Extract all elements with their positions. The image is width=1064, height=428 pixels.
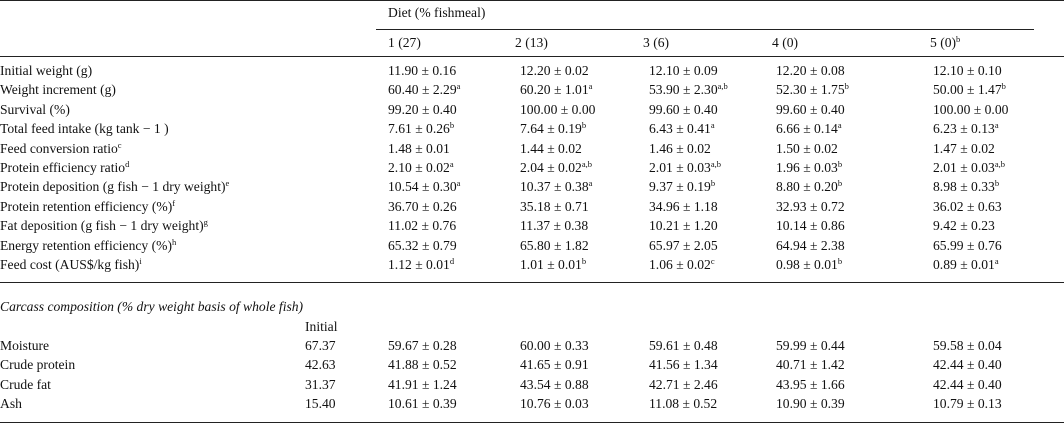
diet-column-header-text: 3 (6) — [643, 35, 670, 50]
table-cell-text: 1.48 ± 0.01 — [388, 140, 450, 156]
row-label-text: Protein efficiency ratio — [0, 160, 126, 175]
table-cell-text: 65.32 ± 0.79 — [388, 237, 457, 253]
table-cell — [388, 101, 457, 119]
table-cell-text: 59.99 ± 0.44 — [776, 338, 845, 353]
table-cell-text: 41.56 ± 1.34 — [649, 357, 718, 373]
table-cell — [649, 120, 715, 138]
table-cell-text: 59.67 ± 0.28 — [388, 338, 457, 353]
table-cell-superscript: b — [837, 159, 843, 169]
table-cell-text: 0.98 ± 0.01 — [776, 257, 838, 272]
table-cell-text: 65.80 ± 1.82 — [520, 237, 589, 253]
row-label — [0, 237, 176, 255]
table-cell-text: 64.94 ± 2.38 — [776, 237, 845, 253]
carcass-row-label-text: Crude protein — [0, 357, 76, 373]
table-cell-text: 10.37 ± 0.38 — [520, 179, 589, 195]
table-cell — [933, 62, 1002, 80]
table-cell — [388, 217, 456, 235]
table-cell — [520, 159, 592, 177]
table-cell-text: 65.99 ± 0.76 — [933, 237, 1002, 253]
carcass-initial-value-text: 15.40 — [305, 396, 336, 412]
row-label — [0, 159, 129, 177]
table-cell-text: 9.37 ± 0.19 — [649, 179, 711, 195]
row-label-superscript: f — [172, 197, 176, 208]
table-cell — [776, 81, 849, 99]
table-cell-superscript: b — [449, 120, 455, 131]
row-label — [0, 101, 70, 119]
table-cell-text: 12.20 ± 0.02 — [520, 63, 589, 78]
row-label-superscript: i — [139, 256, 142, 266]
row-label-text: Protein retention efficiency (%) — [0, 198, 173, 214]
table-cell-text: 10.21 ± 1.20 — [649, 218, 718, 234]
row-label — [0, 120, 169, 138]
table-cell-text: 42.44 ± 0.40 — [933, 376, 1002, 392]
table-cell — [776, 159, 842, 177]
table-cell — [388, 178, 460, 196]
row-label — [0, 140, 122, 158]
table-cell — [520, 356, 589, 374]
row-label-superscript: d — [125, 159, 130, 169]
table-cell — [649, 178, 715, 196]
table-cell-text: 2.01 ± 0.03 — [933, 160, 995, 175]
carcass-initial-value-text: 67.37 — [305, 338, 336, 353]
diet-column-header-text: 4 (0) — [772, 35, 799, 50]
row-label-text: Protein deposition (g fish − 1 dry weight) — [0, 179, 226, 195]
table-cell-text: 99.60 ± 0.40 — [776, 101, 845, 117]
table-cell-text: 8.80 ± 0.20 — [776, 179, 838, 195]
row-label — [0, 256, 142, 274]
table-cell — [388, 140, 450, 158]
table-cell — [933, 395, 1002, 413]
table-cell — [649, 62, 718, 80]
row-label — [0, 81, 116, 99]
table-cell — [776, 337, 845, 355]
diet-column-header — [515, 34, 548, 52]
table-cell — [649, 256, 715, 274]
table-cell — [933, 256, 999, 274]
row-label-text: Feed cost (AUS$/kg fish) — [0, 257, 140, 272]
table-cell — [388, 159, 454, 177]
carcass-initial-value — [305, 376, 336, 394]
table-cell-superscript: b — [837, 256, 843, 266]
table-cell — [388, 337, 457, 355]
table-cell — [388, 120, 454, 138]
table-cell-text: 12.10 ± 0.09 — [649, 63, 718, 78]
table-cell — [776, 101, 845, 119]
row-label-superscript: h — [172, 236, 177, 247]
table-cell-superscript: b — [844, 81, 849, 92]
table-cell-superscript: a — [710, 120, 715, 131]
table-cell-text: 10.90 ± 0.39 — [776, 396, 845, 412]
table-cell — [933, 178, 999, 196]
table-cell — [520, 337, 589, 355]
table-cell — [388, 395, 457, 413]
table-cell-text: 60.20 ± 1.01 — [520, 82, 589, 98]
table-cell-text: 53.90 ± 2.30 — [649, 82, 718, 98]
carcass-row-label-text: Ash — [0, 396, 22, 412]
table-cell — [649, 198, 718, 216]
table-cell-text: 43.95 ± 1.66 — [776, 376, 845, 392]
table-cell — [776, 356, 845, 374]
initial-column-header: Initial — [305, 319, 338, 334]
table-cell-text: 41.65 ± 0.91 — [520, 357, 589, 373]
table-cell — [776, 198, 845, 216]
table-cell-superscript: b — [1001, 81, 1006, 92]
table-cell-superscript: a,b — [717, 81, 728, 92]
table-cell-text: 6.66 ± 0.14 — [776, 121, 838, 137]
diet-group-header: Diet (% fishmeal) — [388, 5, 486, 20]
table-cell — [776, 140, 838, 158]
table-cell-text: 1.96 ± 0.03 — [776, 160, 838, 175]
table-cell — [520, 237, 589, 255]
row-label-text: Energy retention efficiency (%) — [0, 237, 172, 253]
table-cell — [933, 159, 1005, 177]
table-cell — [933, 140, 995, 158]
diet-column-header — [643, 34, 669, 52]
table-cell-text: 10.14 ± 0.86 — [776, 218, 845, 234]
table-cell-text: 2.01 ± 0.03 — [649, 160, 711, 175]
table-cell-text: 1.12 ± 0.01 — [388, 257, 450, 272]
row-label-text: Initial weight (g) — [0, 63, 93, 78]
diet-column-header-text: 2 (13) — [515, 35, 548, 50]
table-cell — [520, 140, 582, 158]
table-cell — [520, 120, 586, 138]
table-cell — [388, 376, 457, 394]
table-cell-text: 65.97 ± 2.05 — [649, 237, 718, 253]
table-cell — [388, 256, 454, 274]
table-cell — [520, 376, 589, 394]
table-cell-superscript: a — [456, 81, 461, 92]
carcass-initial-value — [305, 395, 336, 413]
table-cell-superscript: a — [837, 120, 842, 131]
carcass-row-label-text: Crude fat — [0, 376, 51, 392]
row-label-text: Feed conversion ratio — [0, 140, 118, 156]
table-cell — [520, 101, 595, 119]
table-cell — [933, 120, 999, 138]
carcass-row-label-text: Moisture — [0, 338, 50, 353]
row-label-superscript: g — [203, 217, 208, 228]
carcass-initial-value-text: 31.37 — [305, 376, 336, 392]
table-cell-superscript: b — [581, 256, 587, 266]
table-cell — [649, 217, 718, 235]
carcass-row-label — [0, 356, 75, 374]
table-cell-text: 1.06 ± 0.02 — [649, 257, 711, 272]
diet-column-header-superscript: b — [956, 34, 961, 44]
table-cell-text: 42.71 ± 2.46 — [649, 376, 718, 392]
table-cell — [649, 337, 718, 355]
table-cell-text: 2.10 ± 0.02 — [388, 160, 450, 175]
table-cell-text: 41.88 ± 0.52 — [388, 357, 457, 373]
table-cell-text: 7.64 ± 0.19 — [520, 121, 582, 137]
table-cell-superscript: b — [581, 120, 587, 131]
table-cell-text: 6.43 ± 0.41 — [649, 121, 711, 137]
table-cell — [520, 178, 592, 196]
table-cell — [520, 198, 589, 216]
carcass-initial-value-text: 42.63 — [305, 357, 336, 373]
table-bottom-rule — [0, 422, 1064, 423]
diet-column-header — [772, 34, 798, 52]
diet-column-header-text: 5 (0) — [930, 35, 957, 50]
row-label — [0, 198, 175, 216]
table-cell-text: 99.20 ± 0.40 — [388, 101, 457, 117]
table-cell — [520, 256, 586, 274]
table-cell-text: 35.18 ± 0.71 — [520, 198, 589, 214]
table-cell-superscript: a,b — [994, 159, 1005, 169]
table-cell-superscript: a — [456, 178, 461, 189]
table-cell — [649, 376, 718, 394]
table-cell-superscript: a — [994, 120, 999, 131]
carcass-row-label — [0, 376, 51, 394]
diet-column-header — [930, 34, 960, 52]
table-cell-text: 11.08 ± 0.52 — [649, 396, 718, 412]
table-cell-text: 7.61 ± 0.26 — [388, 121, 450, 137]
table-cell — [649, 101, 718, 119]
table-cell-superscript: a — [449, 159, 454, 169]
table-cell-text: 12.20 ± 0.08 — [776, 63, 845, 78]
table-cell-text: 36.02 ± 0.63 — [933, 198, 1002, 214]
table-cell-text: 10.54 ± 0.30 — [388, 179, 457, 195]
table-cell — [388, 62, 456, 80]
table-cell — [776, 120, 842, 138]
table-cell — [388, 81, 460, 99]
table-cell — [520, 217, 588, 235]
table-cell-superscript: b — [994, 178, 1000, 189]
table-cell-superscript: a — [994, 256, 999, 266]
table-cell-text: 12.10 ± 0.10 — [933, 63, 1002, 78]
table-cell-text: 59.61 ± 0.48 — [649, 338, 718, 353]
table-cell-text: 0.89 ± 0.01 — [933, 257, 995, 272]
table-cell-text: 32.93 ± 0.72 — [776, 198, 845, 214]
table-cell — [776, 376, 845, 394]
table-cell-superscript: d — [449, 256, 455, 266]
table-cell — [933, 217, 995, 235]
section-rule — [0, 282, 1064, 283]
row-label-text: Survival (%) — [0, 101, 70, 117]
diet-group-rule — [376, 29, 1034, 30]
table-cell-superscript: a,b — [710, 159, 721, 169]
table-cell — [933, 81, 1006, 99]
table-cell-text: 11.02 ± 0.76 — [388, 218, 457, 234]
table-cell-text: 60.00 ± 0.33 — [520, 338, 589, 353]
table-cell — [776, 217, 845, 235]
carcass-row-label — [0, 395, 22, 413]
table-cell — [933, 237, 1002, 255]
table-cell-superscript: a,b — [581, 159, 592, 169]
row-label — [0, 217, 208, 235]
table-cell-text: 8.98 ± 0.33 — [933, 179, 995, 195]
table-cell-text: 10.76 ± 0.03 — [520, 396, 589, 412]
table-cell-text: 43.54 ± 0.88 — [520, 376, 589, 392]
row-label-text: Fat deposition (g fish − 1 dry weight) — [0, 218, 204, 234]
table-cell-text: 99.60 ± 0.40 — [649, 101, 718, 117]
table-cell — [933, 337, 1002, 355]
table-cell-superscript: a — [588, 81, 593, 92]
table-cell — [649, 140, 711, 158]
table-top-rule — [0, 0, 1064, 1]
table-cell-text: 42.44 ± 0.40 — [933, 357, 1002, 373]
table-cell-text: 1.50 ± 0.02 — [776, 140, 838, 156]
row-label-text: Total feed intake (kg tank − 1 ) — [0, 121, 169, 137]
table-cell-text: 60.40 ± 2.29 — [388, 82, 457, 98]
row-label — [0, 178, 229, 196]
table-cell — [933, 356, 1002, 374]
table-cell-text: 10.61 ± 0.39 — [388, 396, 457, 412]
table-cell-text: 10.79 ± 0.13 — [933, 396, 1002, 412]
table-cell-text: 1.01 ± 0.01 — [520, 257, 582, 272]
diet-column-header-text: 1 (27) — [388, 35, 421, 50]
carcass-initial-value — [305, 356, 336, 374]
table-cell-text: 1.46 ± 0.02 — [649, 140, 711, 156]
table-cell — [933, 198, 1002, 216]
table-cell-text: 41.91 ± 1.24 — [388, 376, 457, 392]
table-cell — [776, 395, 845, 413]
carcass-initial-value — [305, 337, 336, 355]
table-cell-text: 50.00 ± 1.47 — [933, 82, 1002, 98]
table-cell-text: 11.37 ± 0.38 — [520, 218, 589, 234]
table-cell — [776, 178, 842, 196]
table-cell-text: 1.44 ± 0.02 — [520, 140, 582, 156]
table-cell — [388, 237, 457, 255]
table-cell — [388, 356, 457, 374]
table-cell-text: 59.58 ± 0.04 — [933, 338, 1002, 353]
carcass-row-label — [0, 337, 49, 355]
table-cell — [649, 356, 718, 374]
table-cell — [649, 159, 721, 177]
row-label-superscript: e — [225, 178, 230, 189]
header-bottom-rule — [0, 56, 1064, 57]
table-cell — [933, 101, 1008, 119]
table-cell — [933, 376, 1002, 394]
table-cell-superscript: c — [710, 256, 715, 266]
table-cell — [520, 395, 589, 413]
table-cell — [776, 256, 842, 274]
table-cell-text: 40.71 ± 1.42 — [776, 357, 845, 373]
table-cell-text: 34.96 ± 1.18 — [649, 198, 718, 214]
table-cell — [520, 62, 589, 80]
table-cell-text: 6.23 ± 0.13 — [933, 121, 995, 137]
table-cell-text: 100.00 ± 0.00 — [933, 101, 1009, 117]
table-cell — [649, 237, 718, 255]
table-cell — [649, 81, 728, 99]
table-cell-text: 1.47 ± 0.02 — [933, 140, 995, 156]
diet-column-header — [388, 34, 421, 52]
table-cell-text: 36.70 ± 0.26 — [388, 198, 457, 214]
table-cell — [776, 62, 845, 80]
table-cell — [520, 81, 592, 99]
table-cell-text: 100.00 ± 0.00 — [520, 101, 596, 117]
row-label-superscript: c — [117, 139, 122, 150]
table-cell — [388, 198, 457, 216]
table-cell-text: 2.04 ± 0.02 — [520, 160, 582, 175]
table-cell-superscript: b — [710, 178, 716, 189]
table-cell-superscript: a — [588, 178, 593, 189]
table-cell-superscript: b — [837, 178, 843, 189]
row-label — [0, 62, 92, 80]
row-label-text: Weight increment (g) — [0, 82, 116, 98]
carcass-section-title: Carcass composition (% dry weight basis of whole fish) — [0, 299, 304, 314]
table-cell-text: 9.42 ± 0.23 — [933, 218, 995, 234]
table-cell — [776, 237, 845, 255]
table-cell — [649, 395, 717, 413]
table-cell-text: 52.30 ± 1.75 — [776, 82, 845, 98]
table-cell-text: 11.90 ± 0.16 — [388, 63, 457, 78]
